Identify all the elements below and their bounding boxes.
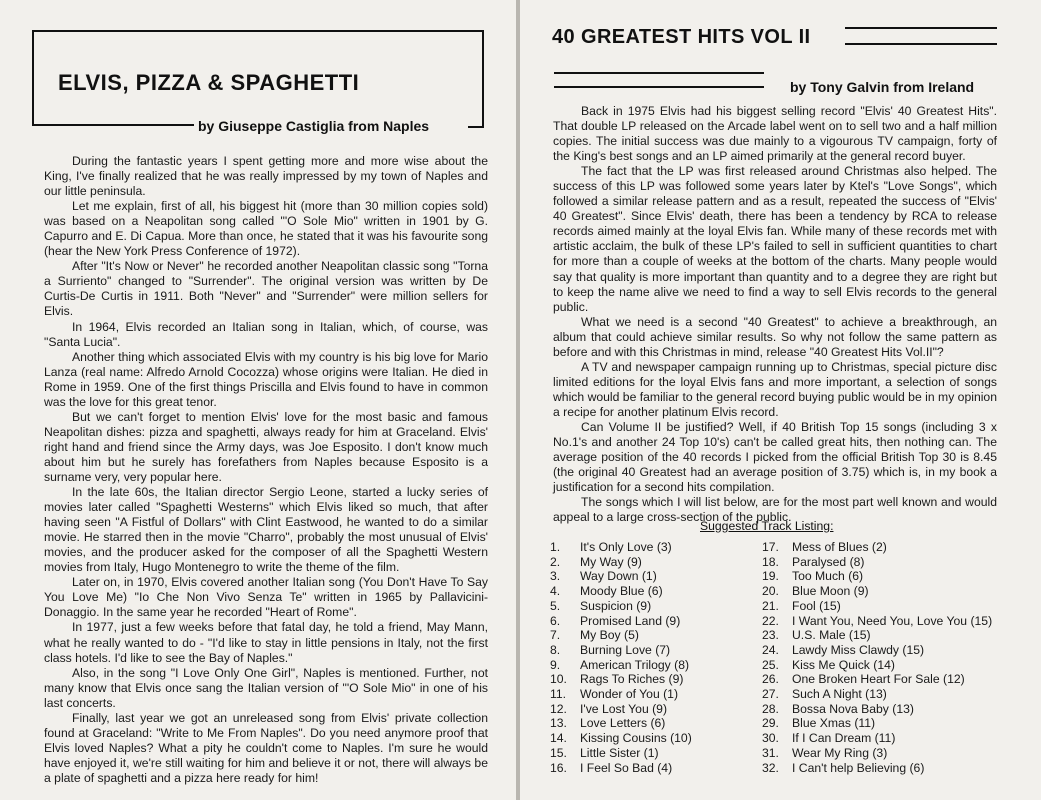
track-item	[762, 658, 992, 673]
paragraph: Back in 1975 Elvis had his biggest selling record "Elvis' 40 Greatest Hits". That double LP released on the Arcade label went on to sell two and a half million copies. The initial success was due mainly to a vigourous TV campaign, forty of the King's best songs and an LP aimed primarily at the general record buyer.	[553, 104, 997, 164]
track-title: Rags To Riches (9)	[580, 672, 684, 687]
track-number: 12.	[550, 701, 567, 716]
track-item	[762, 702, 992, 717]
track-item	[762, 569, 992, 584]
byline-rule	[32, 124, 194, 126]
track-item	[550, 731, 692, 746]
track-item	[550, 687, 692, 702]
track-title: My Way (9)	[580, 554, 642, 569]
paragraph: Another thing which associated Elvis with my country is his big love for Mario Lanza (real name: Alfredo Arnold Cocozza) whose origins were Italian. He died in Rome in 1959. One of the first things Priscilla and Elvis found to have in common was the love for this great tenor.	[44, 349, 488, 409]
track-item	[762, 643, 992, 658]
track-title: It's Only Love (3)	[580, 540, 672, 554]
right-article-byline: by Tony Galvin from Ireland	[790, 79, 975, 95]
track-title: One Broken Heart For Sale (12)	[792, 672, 965, 687]
track-number: 13.	[550, 716, 567, 731]
track-title: Moody Blue (6)	[580, 584, 663, 599]
track-title: Love Letters (6)	[580, 716, 666, 731]
track-item	[550, 614, 692, 629]
track-item	[550, 599, 692, 614]
track-title: I've Lost You (9)	[580, 701, 668, 716]
track-title: Kiss Me Quick (14)	[792, 657, 895, 672]
byline-rule-top	[554, 72, 764, 74]
track-title: Promised Land (9)	[580, 613, 681, 628]
title-rule-bottom	[845, 43, 997, 45]
track-number: 19.	[762, 569, 779, 584]
left-article-title: ELVIS, PIZZA & SPAGHETTI	[58, 70, 360, 95]
track-number: 24.	[762, 642, 779, 657]
track-number: 8.	[550, 642, 561, 657]
track-title: Bossa Nova Baby (13)	[792, 701, 914, 716]
track-item	[550, 628, 692, 643]
track-title: Such A Night (13)	[792, 687, 887, 702]
track-number: 5.	[550, 598, 561, 613]
track-title: I Can't help Believing (6)	[792, 760, 925, 775]
track-number: 32.	[762, 760, 779, 775]
track-title: My Boy (5)	[580, 628, 639, 643]
track-title: Suspicion (9)	[580, 598, 652, 613]
track-list-left	[550, 540, 692, 775]
track-listing-heading: Suggested Track Listing:	[700, 519, 834, 533]
track-title: U.S. Male (15)	[792, 628, 871, 643]
track-item	[550, 658, 692, 673]
paragraph: A TV and newspaper campaign running up to Christmas, special picture disc limited editions for the loyal Elvis fans and more important, a selection of songs which would be familiar to the general record buying public would be in my opinion a recipe for another platinum Elvis record.	[553, 359, 997, 419]
track-number: 25.	[762, 657, 779, 672]
paragraph: Also, in the song "I Love Only One Girl", Naples is mentioned. Further, not many know that Elvis once sang the Italian version of "'O Sole Mio" in one of his last concerts.	[44, 665, 488, 710]
paragraph: But we can't forget to mention Elvis' love for the most basic and famous Neapolitan dishes: pizza and spaghetti, always ready for him at Graceland. Elvis' right hand and friend since the Army days, was Joe Esposito. I don't know much about him but he surely has forefathers from Naples because Esposito is a surname very, very popular here.	[44, 409, 488, 484]
track-title: Too Much (6)	[792, 569, 864, 584]
track-number: 14.	[550, 731, 567, 746]
track-number: 1.	[550, 540, 561, 554]
track-number: 27.	[762, 687, 779, 702]
track-number: 11.	[550, 687, 567, 702]
track-item	[762, 555, 992, 570]
paragraph: After "It's Now or Never" he recorded another Neapolitan classic song "Torna a Surriento" changed to "Surrender". The original version was written by De Curtis-De Curtis in 1911. Both "Never" and "Surrender" were million sellers for Elvis.	[44, 259, 488, 319]
track-number: 3.	[550, 569, 561, 584]
track-number: 15.	[550, 745, 567, 760]
track-item	[762, 584, 992, 599]
track-title: Wear My Ring (3)	[792, 745, 888, 760]
right-article-title: 40 GREATEST HITS VOL II	[552, 26, 811, 48]
paragraph: In 1964, Elvis recorded an Italian song in Italian, which, of course, was "Santa Lucia".	[44, 319, 488, 349]
track-item	[550, 569, 692, 584]
track-number: 9.	[550, 657, 561, 672]
track-title: Fool (15)	[792, 598, 841, 613]
track-title: I Feel So Bad (4)	[580, 760, 673, 775]
left-article-byline: by Giuseppe Castiglia from Naples	[198, 118, 430, 134]
track-title: Kissing Cousins (10)	[580, 731, 692, 746]
title-rule-top	[845, 27, 997, 29]
paragraph: Finally, last year we got an unreleased song from Elvis' private collection found at Graceland: "Write to Me From Naples". Do you need anymore proof that Elvis loved Naples? What a pity he couldn't come to Naples. I'm sure he would have enjoyed it, we're still waiting for him and believe it or not, there will always be a plate of spaghetti and a pizza here ready for him!	[44, 710, 488, 785]
track-title: Wonder of You (1)	[580, 687, 679, 702]
paragraph: Let me explain, first of all, his biggest hit (more than 30 million copies sold) was based on a Neapolitan song called "'O Sole Mio" written in 1901 by G. Capurro and E. Di Capua. More than once, he stated that it was his favourite song (hear the New York Press Conference of 1972).	[44, 199, 488, 259]
paragraph: What we need is a second "40 Greatest" to achieve a breakthrough, an album that could achieve similar results. So why not follow the same pattern as before and with this Christmas in mind, release "40 Greatest Hits Vol.II"?	[553, 314, 997, 359]
track-title: Lawdy Miss Clawdy (15)	[792, 642, 925, 657]
paragraph: Later on, in 1970, Elvis covered another Italian song (You Don't Have To Say You Love Me) "Io Che Non Vivo Senza Te" written in 1965 by Pallavicini-Donaggio. In the same year he recorded "Heart of Rome".	[44, 575, 488, 620]
track-item	[550, 555, 692, 570]
track-item	[550, 746, 692, 761]
track-number: 22.	[762, 613, 779, 628]
byline-rule-bottom	[554, 86, 764, 88]
track-number: 10.	[550, 672, 567, 687]
track-list-right	[762, 540, 992, 775]
track-title: I Want You, Need You, Love You (15)	[792, 613, 993, 628]
track-item	[550, 716, 692, 731]
track-item	[550, 672, 692, 687]
track-number: 26.	[762, 672, 779, 687]
track-number: 18.	[762, 554, 779, 569]
track-item	[762, 614, 992, 629]
track-number: 31.	[762, 745, 779, 760]
track-title: Burning Love (7)	[580, 642, 671, 657]
right-article-body	[553, 104, 997, 525]
paragraph: The songs which I will list below, are for the most part well known and would appeal to a large cross-section of the public.	[553, 495, 997, 525]
track-item	[762, 746, 992, 761]
track-item	[762, 716, 992, 731]
paragraph: During the fantastic years I spent getting more and more wise about the King, I've finally realized that he was really impressed by my town of Naples and our little peninsula.	[44, 154, 488, 199]
track-title: Blue Xmas (11)	[792, 716, 876, 731]
track-title: American Trilogy (8)	[580, 657, 690, 672]
track-item	[550, 643, 692, 658]
track-title: Mess of Blues (2)	[792, 540, 887, 554]
track-item	[762, 599, 992, 614]
track-item	[762, 672, 992, 687]
track-item	[762, 540, 992, 555]
paragraph: In 1977, just a few weeks before that fatal day, he told a friend, May Mann, what he really wanted to do - "I'd like to stay in little pensions in Italy, not the first class hotels. I'd like to see the Bay of Naples."	[44, 620, 488, 665]
track-number: 20.	[762, 584, 779, 599]
byline-bracket-foot	[468, 126, 484, 128]
track-item	[762, 761, 992, 776]
track-number: 6.	[550, 613, 561, 628]
track-item	[550, 702, 692, 717]
track-number: 4.	[550, 584, 561, 599]
track-number: 7.	[550, 628, 561, 643]
track-number: 28.	[762, 701, 779, 716]
track-number: 17.	[762, 540, 779, 554]
track-number: 21.	[762, 598, 779, 613]
paragraph: The fact that the LP was first released around Christmas also helped. The success of this LP was followed some years later by Ktel's "Love Songs", which followed a similar release pattern and as a result, repeated the success of "Elvis' 40 Greatest". Since Elvis' death, there has been a tendency by RCA to release records aimed mainly at the loyal Elvis fan. While many of these records met with artistic acclaim, the bulk of these LP's failed to sell in sufficient quantities to chart for more than a couple of weeks at the bottom of the charts. Many people would say that quality is more important than quantity and to a degree they are right but to keep the name alive we need to find a way to sell Elvis records to the general public.	[553, 164, 997, 314]
paragraph: Can Volume II be justified? Well, if 40 British Top 15 songs (including 3 x No.1's and another 24 Top 10's) can't be called great hits, then nothing can. The average position of the 40 records I picked from the official British Top 30 is 8.45 (the original 40 Greatest had an average position of 3.75) which is, in my book a justification for a second hits compilation.	[553, 419, 997, 495]
track-number: 16.	[550, 760, 567, 775]
track-title: If I Can Dream (11)	[792, 731, 896, 746]
track-title: Blue Moon (9)	[792, 584, 869, 599]
track-item	[762, 687, 992, 702]
track-title: Paralysed (8)	[792, 554, 865, 569]
track-number: 2.	[550, 554, 561, 569]
track-item	[550, 584, 692, 599]
track-title: Way Down (1)	[580, 569, 657, 584]
track-item	[550, 761, 692, 776]
track-number: 23.	[762, 628, 779, 643]
track-title: Little Sister (1)	[580, 745, 659, 760]
paragraph: In the late 60s, the Italian director Sergio Leone, started a lucky series of movies later called "Spaghetti Westerns" which Elvis liked so much, that after having seen "A Fistful of Dollars" with Clint Eastwood, he wanted to do a similar movie. He starred then in the movie "Charro", probably the most unusual of Elvis' movies, and the producer asked for the composer of all the Spaghetti Western movies from Italy, Hugo Montenegro to write the theme of the film.	[44, 485, 488, 575]
track-item	[762, 628, 992, 643]
left-article-body	[44, 154, 488, 786]
track-item	[550, 540, 692, 555]
track-item	[762, 731, 992, 746]
track-number: 30.	[762, 731, 779, 746]
track-number: 29.	[762, 716, 779, 731]
